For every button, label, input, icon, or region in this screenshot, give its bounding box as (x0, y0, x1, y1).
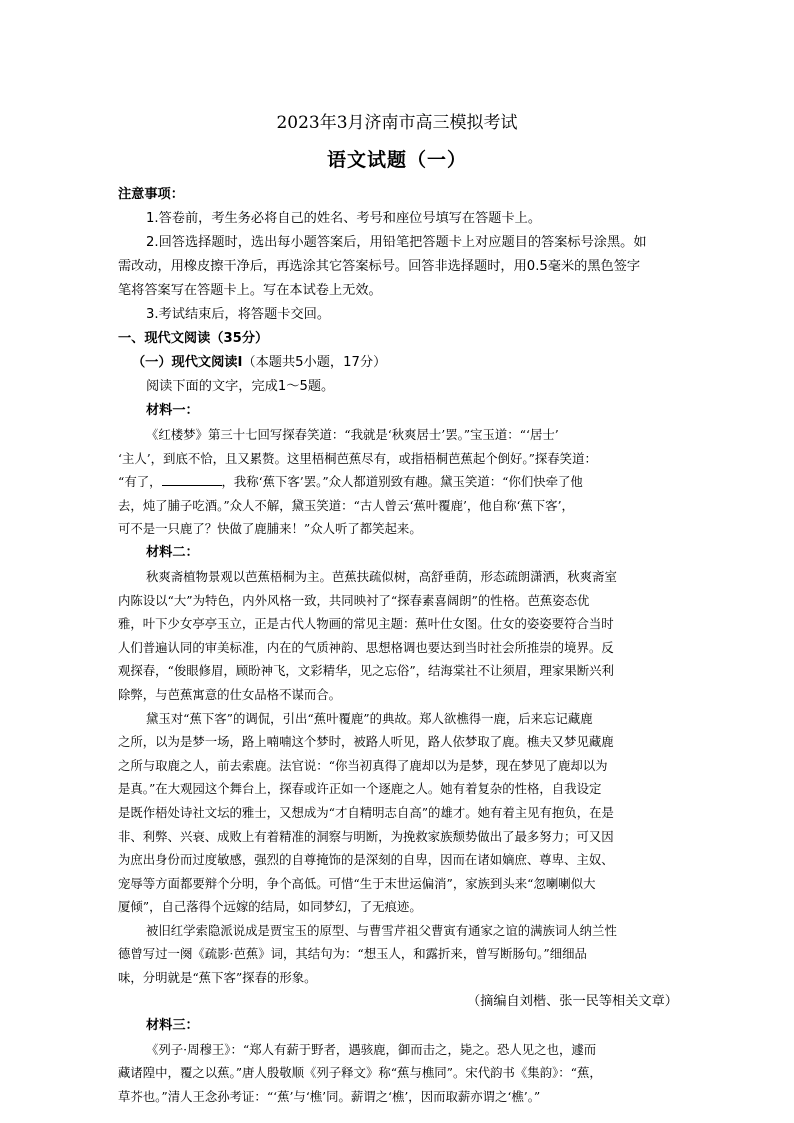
material-2-line: 味，分明就是“蕉下客”探春的形象。 (118, 970, 317, 986)
material-2-line: 内陈设以“大”为特色，内外风格一致，共同映衬了“探春素喜阔朗”的性格。芭蕉姿态优 (118, 592, 590, 608)
material-1-line: 《红楼梦》第三十七回写探春笑道：“我就是‘秋爽居士’罢。”宝玉道：“‘居士’ (146, 427, 559, 442)
material-2-line: 除弊，与芭蕉寓意的仕女品格不谋而合。 (118, 686, 342, 702)
material-2-line: 是真。”在大观园这个舞台上，探春或许正如一个逐鹿之人。她有着复杂的性格，自我设定 (118, 781, 602, 797)
notes-item-3: 3.考试结束后，将答题卡交回。 (146, 307, 331, 322)
material-1-line (118, 470, 678, 494)
material-2-line: 是既作梧处诗社文坛的雅士，又想成为“才自精明志自高”的雄才。她有着主见有抱负，在是 (118, 804, 614, 820)
material-1-line: ‘主人’，到底不恰，且又累赘。这里梧桐芭蕉尽有，或指梧桐芭蕉起个倒好。”探春笑道： (118, 450, 597, 466)
notes-item-2-line-1: 2.回答选择题时，选出每小题答案后，用铅笔把答题卡上对应题目的答案标号涂黑。如 (146, 235, 647, 250)
material-1-line: 可不是一只鹿了？快做了鹿脯来！”众人听了都笑起来。 (118, 521, 422, 537)
material-2-line: 为庶出身份而过度敏感，强烈的自尊掩饰的是深刻的自卑，因而在诸如嫡庶、尊卑、主奴、 (118, 852, 614, 868)
material-1-line: 去，炖了脯子吃酒。”众人不解，黛玉笑道：“古人曾云‘蕉叶覆鹿’，他自称‘蕉下客’， (118, 497, 574, 513)
material-2-label: 材料二： (146, 544, 199, 560)
material-1-text: “有了， (118, 474, 162, 490)
material-2-line: 秋爽斋植物景观以芭蕉梧桐为主。芭蕉扶疏似树，高舒垂荫，形态疏朗潇洒，秋爽斋室 (146, 568, 617, 584)
material-2-line: 之所，以为是梦一场，路上喃喃这个梦时，被路人听见，路人依梦取了鹿。樵夫又梦见藏鹿 (118, 734, 614, 750)
material-2-line: 德曾写过一阕《疏影·芭蕉》词，其结句为：“想玉人，和露折来，曾写断肠句。”细细品 (118, 946, 587, 962)
section-heading: 一、现代文阅读（35分） (118, 331, 269, 346)
instruction: 阅读下面的文字，完成1～5题。 (146, 379, 335, 394)
material-2-line: 之所与取鹿之人，前去索鹿。法官说：“你当初真得了鹿却以为是梦，现在梦见了鹿却以为 (118, 757, 608, 773)
subsection-title: （一）现代文阅读Ⅰ (132, 355, 243, 370)
material-3-label: 材料三： (146, 1017, 199, 1033)
material-3-line: 草芥也。”清人王念孙考证：“‘蕉’与‘樵’同。薪谓之‘樵’，因而取薪亦谓之‘樵’。” (118, 1088, 541, 1104)
material-2-line: 宠辱等方面都要辩个分明，争个高低。可惜“生于末世运偏消”，家族到头来“忽喇喇似大 (118, 875, 596, 891)
material-2-line: 厦倾”，自己落得个远嫁的结局，如同梦幻，了无痕迹。 (118, 899, 422, 915)
subsection-heading (118, 351, 678, 375)
material-2-line: 人们普遍认同的审美标准，内在的气质神韵、思想格调也要达到当时社会所推崇的境界。反 (118, 639, 614, 655)
notes-heading: 注意事项： (118, 187, 184, 202)
material-3-line: 藏诸隍中，覆之以蕉。”唐人殷敬顺《列子释文》称“蕉与樵同”。宋代韵书《集韵》：“蕉， (118, 1065, 602, 1081)
notes-item-1: 1.答卷前，考生务必将自己的姓名、考号和座位号填写在答题卡上。 (146, 211, 542, 226)
notes-item-2-line-3: 笔将答案写在答题卡上。写在本试卷上无效。 (118, 283, 382, 298)
material-2-source: （摘编自刘楷、张一民等相关文章） (467, 993, 678, 1009)
paper-body (118, 183, 678, 1108)
material-2-line: 被旧红学索隐派说成是贾宝玉的原型、与曹雪芹祖父曹寅有通家之谊的满族词人纳兰性 (146, 922, 617, 938)
subject-title: 语文试题（一） (326, 149, 467, 171)
subsection-note: （本题共5小题，17分） (242, 355, 387, 370)
material-1-label: 材料一： (146, 403, 199, 418)
material-1-text: ，我称‘蕉下客’罢。”众人都道别致有趣。黛玉笑道：“你们快牵了他 (221, 474, 583, 490)
material-2-line: 观探春，“俊眼修眉，顾盼神飞，文彩精华，见之忘俗”，结海棠社不让须眉，理家果断兴利 (118, 663, 614, 679)
notes-item-2-line-2: 需改动，用橡皮擦干净后，再选涂其它答案标号。回答非选择题时，用0.5毫米的黑色签字 (118, 259, 641, 274)
fill-in-blank (162, 472, 222, 486)
exam-title: 2023年3月济南市高三模拟考试 (276, 113, 518, 133)
material-2-line: 黛玉对“蕉下客”的调侃，引出“蕉叶覆鹿”的典故。郑人欲樵得一鹿，后来忘记藏鹿 (146, 710, 593, 726)
material-2-line: 雅，叶下少女亭亭玉立，正是古代人物画的常见主题：蕉叶仕女图。仕女的姿姿要符合当时 (118, 616, 614, 632)
material-2-line: 非、利弊、兴衰、成败上有着精准的洞察与明断，为挽救家族颓势做出了最多努力；可又因 (118, 828, 614, 844)
material-3-line: 《列子·周穆王》：“郑人有薪于野者，遇骇鹿，御而击之，毙之。恐人见之也，遽而 (146, 1041, 597, 1057)
